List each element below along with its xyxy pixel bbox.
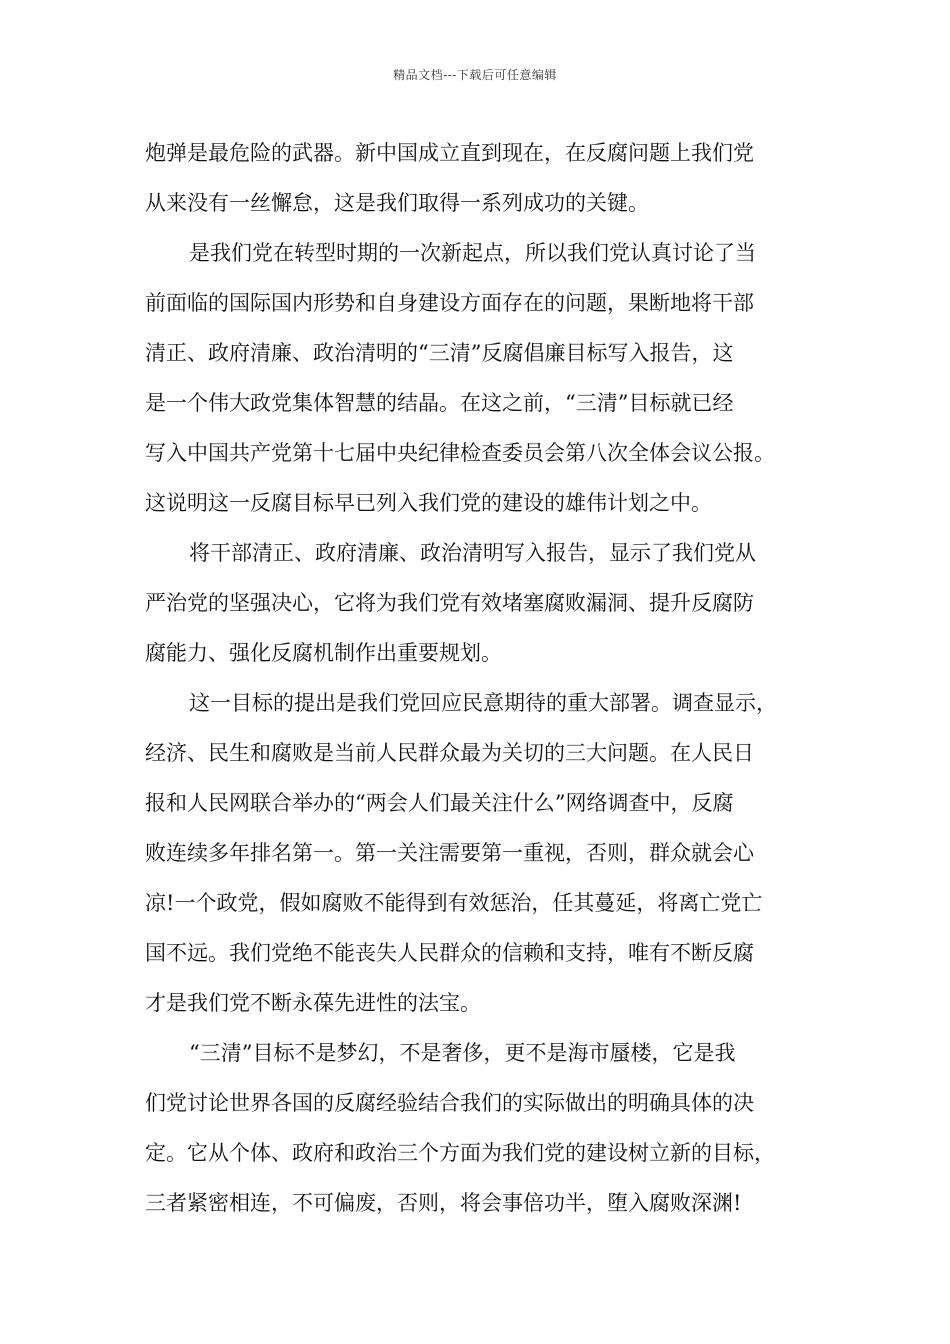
text-line: 败连续多年排名第一。第一关注需要第一重视，否则，群众就会心 <box>145 841 754 865</box>
text-line: 清正、政府清廉、政治清明的“三清”反腐倡廉目标写入报告，这 <box>145 341 734 365</box>
page-header: 精品文档---下载后可任意编辑 <box>393 68 557 82</box>
text-line: “三清”目标不是梦幻，不是奢侈，更不是海市蜃楼，它是我 <box>189 1041 736 1065</box>
text-line: 前面临的国际国内形势和自身建设方面存在的问题，果断地将干部 <box>145 291 754 315</box>
text-line: 腐能力、强化反腐机制作出重要规划。 <box>145 641 502 665</box>
text-line: 才是我们党不断永葆先进性的法宝。 <box>145 991 481 1015</box>
text-line: 从来没有一丝懈怠，这是我们取得一系列成功的关键。 <box>145 191 649 215</box>
text-line: 国不远。我们党绝不能丧失人民群众的信赖和支持，唯有不断反腐 <box>145 941 754 965</box>
text-line: 炮弹是最危险的武器。新中国成立直到现在，在反腐问题上我们党 <box>145 141 754 165</box>
text-line: 将干部清正、政府清廉、政治清明写入报告，显示了我们党从 <box>189 541 756 565</box>
text-line: 这说明这一反腐目标早已列入我们党的建设的雄伟计划之中。 <box>145 491 712 515</box>
text-line: 严治党的坚强决心，它将为我们党有效堵塞腐败漏洞、提升反腐防 <box>145 591 754 615</box>
text-line: 是一个伟大政党集体智慧的结晶。在这之前，“三清”目标就已经 <box>145 391 734 415</box>
text-line: 是我们党在转型时期的一次新起点，所以我们党认真讨论了当 <box>189 241 756 265</box>
text-line: 经济、民生和腐败是当前人民群众最为关切的三大问题。在人民日 <box>145 741 754 765</box>
text-line: 定。它从个体、政府和政治三个方面为我们党的建设树立新的目标， <box>145 1141 775 1165</box>
text-line: 三者紧密相连，不可偏废，否则，将会事倍功半，堕入腐败深渊! <box>145 1191 742 1215</box>
text-line: 报和人民网联合举办的“两会人们最关注什么”网络调查中，反腐 <box>145 791 734 815</box>
body-text <box>145 128 825 1228</box>
text-line: 写入中国共产党第十七届中央纪律检查委员会第八次全体会议公报。 <box>145 441 775 465</box>
text-line: 凉!一个政党，假如腐败不能得到有效惩治，任其蔓延，将离亡党亡 <box>145 891 763 915</box>
text-line: 们党讨论世界各国的反腐经验结合我们的实际做出的明确具体的决 <box>145 1091 754 1115</box>
text-line: 这一目标的提出是我们党回应民意期待的重大部署。调查显示， <box>189 691 777 715</box>
